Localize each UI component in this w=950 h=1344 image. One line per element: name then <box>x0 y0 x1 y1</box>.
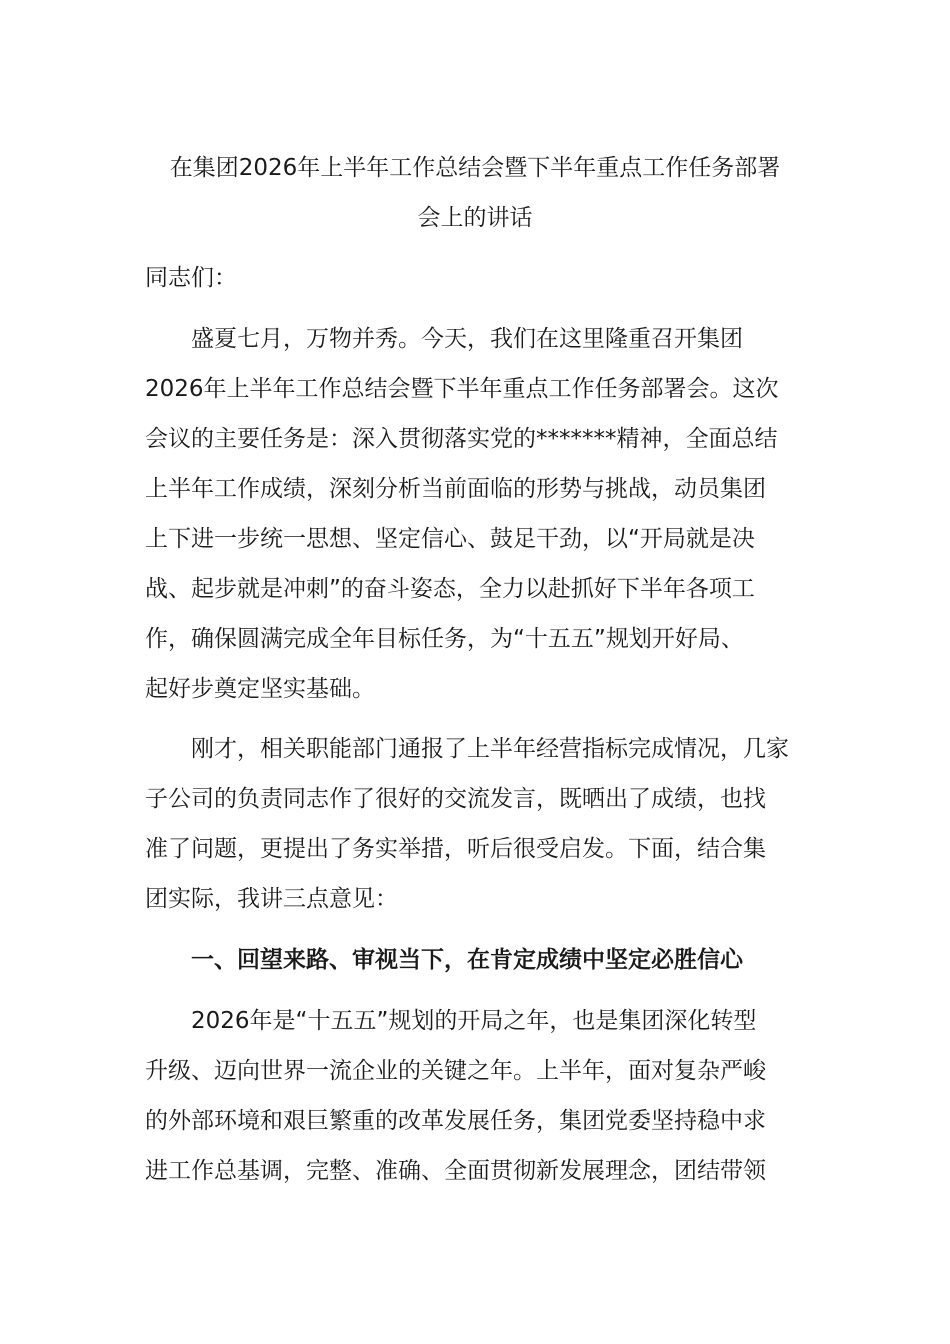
title-line-1: 在集团2026年上半年工作总结会暨下半年重点工作任务部署 <box>169 155 781 181</box>
document-title <box>145 143 805 243</box>
salutation <box>145 253 805 303</box>
section-heading-1 <box>145 935 805 985</box>
paragraph-line: 准了问题，更提出了务实举措，听后很受启发。下面，结合集 <box>145 836 766 862</box>
paragraph-line: 进工作总基调，完整、准确、全面贯彻新发展理念，团结带领 <box>145 1158 766 1184</box>
paragraph-line: 的外部环境和艰巨繁重的改革发展任务，集团党委坚持稳中求 <box>145 1108 766 1134</box>
paragraph-section-1 <box>145 996 805 1196</box>
paragraph-line: 起好步奠定坚实基础。 <box>145 676 375 702</box>
paragraph-line: 上半年工作成绩，深刻分析当前面临的形势与挑战，动员集团 <box>145 476 766 502</box>
paragraph-intro <box>145 724 805 924</box>
paragraph-line: 团实际，我讲三点意见： <box>145 886 398 912</box>
salutation-text: 同志们： <box>145 265 237 291</box>
paragraph-line: 上下进一步统一思想、坚定信心、鼓足干劲，以“开局就是决 <box>145 526 755 552</box>
paragraph-line: 战、起步就是冲刺”的奋斗姿态，全力以赴抓好下半年各项工 <box>145 576 755 602</box>
paragraph-line: 盛夏七月，万物并秀。今天，我们在这里隆重召开集团 <box>145 326 743 352</box>
paragraph-line: 升级、迈向世界一流企业的关键之年。上半年，面对复杂严峻 <box>145 1058 766 1084</box>
paragraph-line: 刚才，相关职能部门通报了上半年经营指标完成情况，几家 <box>145 736 789 762</box>
paragraph-line: 2026年是“十五五”规划的开局之年，也是集团深化转型 <box>145 1008 757 1034</box>
paragraph-line: 2026年上半年工作总结会暨下半年重点工作任务部署会。这次 <box>145 376 779 402</box>
section-heading-text: 一、回望来路、审视当下，在肯定成绩中坚定必胜信心 <box>145 947 743 973</box>
paragraph-line: 作，确保圆满完成全年目标任务，为“十五五”规划开好局、 <box>145 626 744 652</box>
paragraph-opening <box>145 314 805 714</box>
title-line-2: 会上的讲话 <box>417 205 533 231</box>
paragraph-line: 会议的主要任务是：深入贯彻落实党的*******精神，全面总结 <box>145 426 778 452</box>
paragraph-line: 子公司的负责同志作了很好的交流发言，既晒出了成绩，也找 <box>145 786 766 812</box>
